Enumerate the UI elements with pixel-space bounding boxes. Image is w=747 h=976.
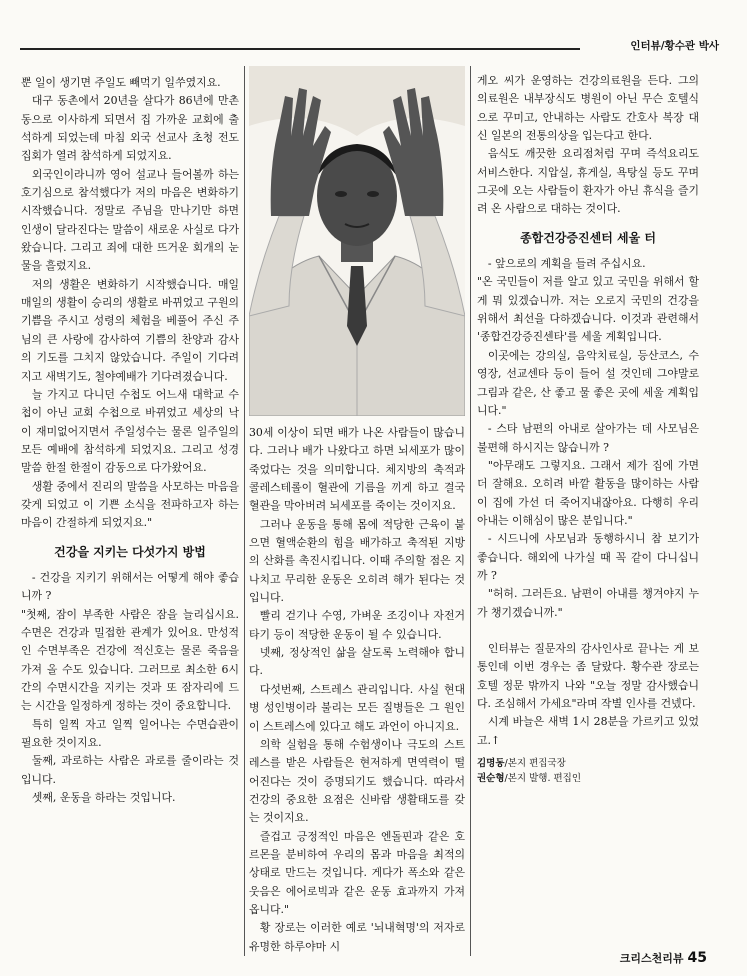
header-title: 인터뷰/황수관 박사: [630, 40, 719, 52]
magazine-name: 크리스천리뷰: [619, 952, 684, 965]
paragraph: 대구 동촌에서 20년을 살다가 86년에 만촌동으로 이사하게 되면서 집 가까운 교회에 출석하게 되었는데 마침 외국 선교사 초청 전도집회가 열려 참석하게 되었지요.: [21, 94, 239, 163]
credit-name: 김명동: [477, 758, 505, 770]
question: - 건강을 지키기 위해서는 어떻게 해야 좋습니까 ?: [21, 570, 239, 603]
paragraph: 뿐 일이 생기면 주일도 빼먹기 일쑤였지요.: [21, 76, 221, 89]
paragraph: 셋째, 운동을 하라는 것입니다.: [31, 791, 176, 805]
paragraph: 황 장로는 이러한 예로 '뇌내혁명'의 저자로 유명한 하루야마 시: [249, 921, 465, 953]
paragraph: 늘 가지고 다니던 수첩도 어느새 대학교 수첩이 아닌 교회 수첩으로 바뀌었고 세상의 낙이 재미없어지면서 주일성수는 물론 일주일의 모든 예배에 참석하게 되었지요. 그리고 성경말씀 한절 한절이 감동으로 다가왔어요.: [21, 387, 239, 475]
section-heading: 종합건강증진센터 세울 터: [520, 230, 656, 245]
paragraph: 이곳에는 강의실, 음악치료실, 등산코스, 수영장, 선교센타 등이 들어 설 것인데 그야말로 그림과 같은, 산 좋고 물 좋은 곳에 세울 계획입니다.": [477, 348, 699, 417]
article-column-2: [249, 424, 465, 956]
paragraph: "허허. 그러든요. 남편이 아내를 챙겨야지 누가 챙기겠습니까.": [477, 587, 699, 619]
credit-role: /본지 발행. 편집인: [504, 773, 582, 785]
question: - 스타 남편의 아내로 살아가는 데 사모님은 불편해 하시지는 않습니까 ?: [477, 422, 699, 454]
paragraph: 저의 생활은 변화하기 시작했습니다. 매일 매일의 생활이 승리의 생활로 바뀌었고 구원의 기쁨을 주시고 성령의 체험을 베풀어 주신 주님의 큰 사랑에 감사하여 기쁨의 찬양과 감사의 기도를 그치지 않았습니다. 주일이 기다려지고 새벽기도, 철야예배가 기다려졌습니다.: [21, 277, 239, 383]
paragraph: 넷째, 정상적인 삶을 살도록 노력해야 합니다.: [249, 646, 465, 678]
paragraph: 음식도 깨끗한 요리점처럼 꾸며 즉석요리도 서비스한다. 지압실, 휴게실, 욕탕실 등도 꾸며 그곳에 오는 사람들이 환자가 아닌 휴식을 즐기려 온 사람으로 대하는 것이다.: [477, 147, 699, 216]
paragraph: 게오 씨가 운영하는 건강의료원을 든다. 그의 의료원은 내부장식도 병원이 아닌 무슨 호텔식으로 꾸미고, 안내하는 사람도 간호사 복장 대신 일본의 전통의상을 입는다고 한다.: [477, 74, 699, 143]
question: - 앞으로의 계획을 들려 주십시요.: [487, 257, 646, 271]
credit-name: 권순형: [477, 773, 505, 785]
paragraph: 인터뷰는 질문자의 감사인사로 끝나는 게 보통인데 이번 경우는 좀 달랐다. 황수관 장로는 호텔 정문 밖까지 나와 "오늘 정말 감사했습니다. 조심해서 가세요"라며 작별 인사를 건넸다.: [477, 641, 699, 710]
credits: [477, 756, 699, 786]
column-rule-2: [470, 66, 471, 956]
paragraph: 즐겁고 긍정적인 마음은 엔돌핀과 같은 호르몬을 분비하여 우리의 몸과 마음을 최적의 상태로 만드는 것입니다. 게다가 폭소와 같은 웃음은 에어로빅과 같은 운동 효과까지 가져옵니다.": [249, 829, 465, 916]
article-column-3: [477, 72, 699, 786]
paragraph: 그러나 운동을 통해 몸에 적당한 근육이 붙으면 혈액순환의 힘을 배가하고 축적된 지방의 산화를 촉진시킵니다. 이때 주의할 점은 지나치고 무리한 운동은 오히려 해가 된다는 것입니다.: [249, 517, 465, 605]
page-footer: [620, 950, 707, 966]
paragraph: 시계 바늘은 새벽 1시 28분을 가르키고 있었고.↑: [477, 715, 699, 747]
header-rule: [20, 48, 580, 50]
paragraph: 둘째, 과로하는 사람은 과로를 줄이라는 것입니다.: [21, 754, 239, 786]
paragraph: 외국인이라니까 영어 설교나 들어볼까 하는 호기심으로 참석했다가 저의 마음은 변화하기 시작했습니다. 정말로 주님을 만나기만 하면 인생이 달라진다는 말씀이 새로운 사실로 다가왔습니다. 그리고 죄에 대한 뜨거운 회개의 눈물을 흘렸지요.: [21, 167, 239, 273]
spacer: [477, 622, 699, 640]
article-column-1: [21, 74, 239, 807]
question: - 시드니에 사모님과 동행하시니 참 보기가 좋습니다. 해외에 나가실 때 꼭 같이 다니십니까 ?: [477, 532, 699, 582]
man-raising-hands-image: [249, 66, 465, 416]
paragraph: 30세 이상이 되면 배가 나온 사람들이 많습니다. 그러나 배가 나왔다고 하면 뇌세포가 많이 죽었다는 것을 의미합니다. 체지방의 축적과 콜레스테롤이 혈관에 기름을 끼게 하고 결국 혈관을 막아버려 뇌세포를 죽이는 것이지요.: [249, 426, 465, 513]
paragraph: 빨리 걷기나 수영, 가벼운 조깅이나 자전거 타기 등이 적당한 운동이 될 수 있습니다.: [249, 609, 465, 641]
section-heading: 건강을 지키는 다섯가지 방법: [54, 544, 206, 559]
credit-line: [477, 771, 699, 786]
credit-line: [477, 756, 699, 771]
paragraph: "아무래도 그렇지요. 그래서 제가 집에 가면 더 잘해요. 오히려 바깥 활동을 많이하는 사람이 집에 가선 더 죽어지내잖아요. 다행히 우리 아내는 이해심이 많은 분입니다.": [477, 458, 699, 527]
credit-role: /본지 편집국장: [504, 758, 566, 770]
column-rule-1: [244, 66, 245, 956]
paragraph: 생활 중에서 진리의 말씀을 사모하는 마음을 갖게 되었고 이 기쁜 소식을 전파하고자 하는 마음이 간절하게 되었지요.": [21, 479, 239, 530]
paragraph: 특히 일찍 자고 일찍 일어나는 수면습관이 필요한 것이지요.: [21, 717, 239, 750]
paragraph: 다섯번째, 스트레스 관리입니다. 사실 현대병 성인병이라 불리는 모든 질병들은 그 원인이 스트레스에 있다고 해도 과언이 아니지요.: [249, 682, 465, 733]
portrait-photo: [249, 66, 465, 416]
paragraph: "첫째, 잠이 부족한 사람은 잠을 늘리십시요. 수면은 건강과 밀접한 관계가 있어요. 만성적인 수면부족은 건강에 적신호는 물론 죽음을 가져 올 수도 있습니다. 그러므로 최소한 6시간의 수면시간을 지키는 것과 또 잠자리에 드는 시간을 일정하게 정하는 것이 중요합니다.: [21, 607, 239, 713]
paragraph: 의학 실험을 통해 수험생이나 극도의 스트레스를 받은 사람들은 현저하게 면역력이 떨어진다는 것이 증명되기도 했습니다. 따라서 건강의 중요한 요점은 신바람 생활태도를 갖는 것이지요.: [249, 737, 465, 825]
page-number: 45: [687, 950, 707, 966]
paragraph: "온 국민들이 저를 알고 있고 국민을 위해서 할 게 뭐 있겠습니까. 저는 오로지 국민의 건강을 위해서 최선을 다하겠습니다. 이것과 관련해서 '종합건강증진센타'를 세울 계획입니다.: [477, 275, 699, 344]
